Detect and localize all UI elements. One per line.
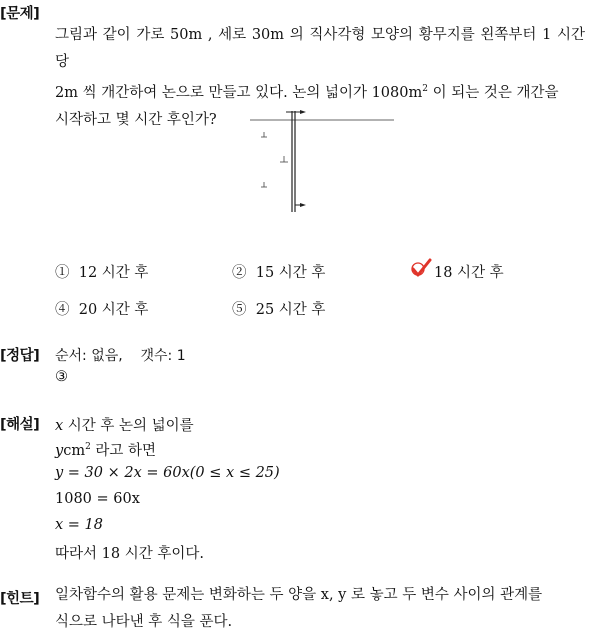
choice-4[interactable] [55, 298, 148, 319]
problem-label: [문제] [0, 6, 40, 22]
explanation-unit-sup: 2 [85, 442, 91, 452]
choice-2-mark: ② [232, 265, 247, 281]
explanation-var-x: x [55, 418, 64, 434]
explanation-line-2 [55, 439, 156, 460]
hint-line-1: 일차함수의 활용 문제는 변화하는 두 양을 x, y 로 놓고 두 변수 사이의 관계를 [55, 587, 543, 603]
figure-top-arrow-head [300, 110, 306, 114]
problem-line-3: 시작하고 몇 시간 후인가? [55, 112, 217, 128]
explanation-var-y: y [55, 443, 64, 459]
field-figure [248, 108, 398, 218]
explanation-label: [해설] [0, 417, 40, 433]
choice-2[interactable] [232, 261, 325, 282]
hint-line-2: 식으로 나타낸 후 식을 푼다. [55, 614, 233, 630]
choice-1-mark: ① [55, 265, 70, 281]
explanation-line-4: 1080 = 60x [55, 491, 140, 507]
answer-label: [정답] [0, 348, 40, 364]
problem-line-2-b: 이 되는 것은 개간을 [427, 85, 559, 101]
choice-3[interactable] [434, 261, 504, 282]
problem-line-2 [55, 76, 585, 107]
figure-bottom-arrow-head [300, 203, 306, 207]
figure-tick-marks [261, 132, 288, 187]
explanation-line-2-text: 라고 하면 [90, 443, 157, 459]
explanation-line-1 [55, 414, 194, 435]
explanation-line-1-text: 시간 후 논의 넓이를 [63, 418, 194, 434]
hint-text [55, 582, 585, 636]
explanation-unit: cm [63, 443, 86, 459]
explanation-line-3: y = 30 × 2x = 60x(0 ≤ x ≤ 25) [55, 465, 280, 481]
choice-3-text: 18 시간 후 [434, 265, 504, 281]
problem-line-2-a: 2m 씩 개간하여 논으로 만들고 있다. 논의 넓이가 1080m [55, 85, 423, 101]
correct-check-icon [410, 258, 432, 278]
hint-label: [힌트] [0, 591, 40, 607]
explanation-line-5: x = 18 [55, 517, 103, 533]
explanation-line-6: 따라서 18 시간 후이다. [55, 546, 204, 562]
choice-5-text: 25 시간 후 [255, 302, 326, 318]
choice-5-mark: ⑤ [232, 302, 247, 318]
problem-line-2-sup: 2 [422, 84, 428, 94]
choice-5[interactable] [232, 298, 325, 319]
choice-1[interactable] [55, 261, 148, 282]
choice-1-text: 12 시간 후 [78, 265, 149, 281]
choice-4-text: 20 시간 후 [78, 302, 149, 318]
problem-line-1: 그림과 같이 가로 50m , 세로 30m 의 직사각형 모양의 황무지를 왼쪽부터 1 시간당 [55, 27, 585, 70]
answer-value: ③ [55, 369, 68, 385]
answer-meta: 순서: 없음, 갯수: 1 [55, 348, 186, 364]
choice-2-text: 15 시간 후 [255, 265, 326, 281]
choice-4-mark: ④ [55, 302, 70, 318]
